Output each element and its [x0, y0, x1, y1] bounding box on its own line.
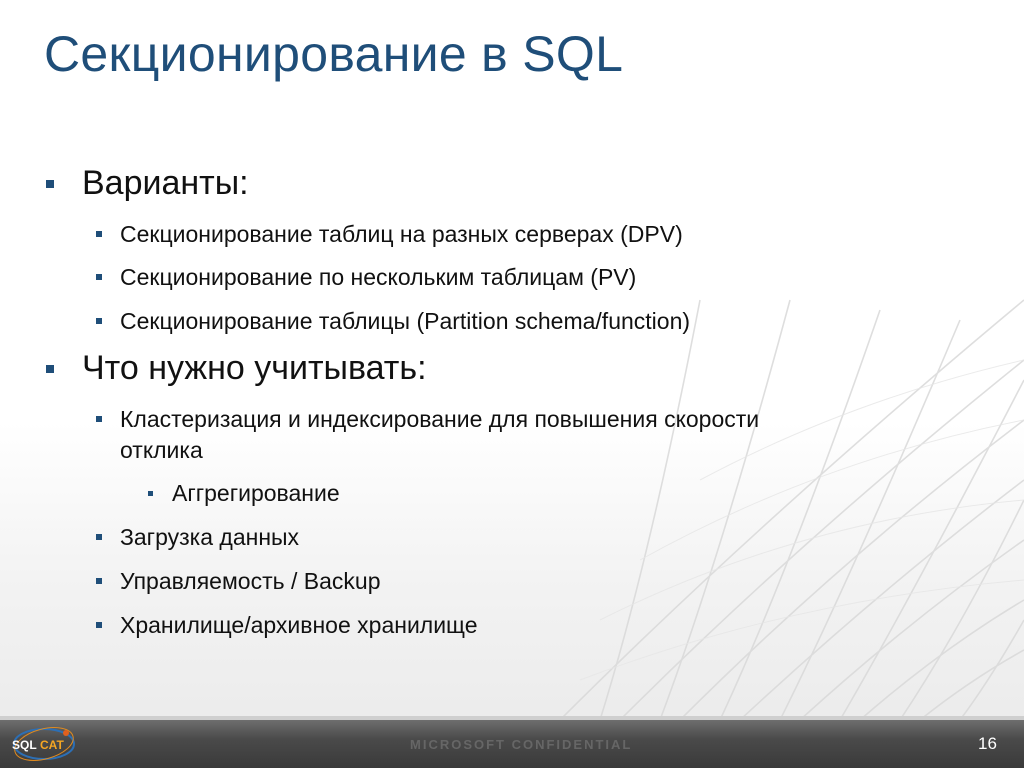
- list-item: Загрузка данных: [120, 524, 300, 550]
- sub-list-item: Аггрегирование: [172, 480, 340, 506]
- list-item: Управляемость / Backup: [120, 568, 381, 594]
- section-heading-considerations: Что нужно учитывать:: [82, 349, 427, 387]
- list-item: Хранилище/архивное хранилище: [120, 612, 478, 638]
- bullet-marker: [96, 318, 102, 324]
- bullet-marker: [96, 231, 102, 237]
- bullet-marker: [46, 180, 54, 188]
- bullet-marker: [96, 274, 102, 280]
- list-item: Секционирование по нескольким таблицам (PV): [120, 264, 637, 290]
- bullet-marker: [96, 416, 102, 422]
- section-heading-options: Варианты:: [82, 164, 249, 202]
- sql-cat-logo: [6, 724, 78, 764]
- list-item-continuation: отклика: [120, 437, 203, 463]
- list-item: Секционирование таблицы (Partition schema/function): [120, 308, 691, 334]
- svg-text:SQL: SQL: [12, 738, 37, 752]
- bullet-marker: [96, 534, 102, 540]
- bullet-marker: [96, 622, 102, 628]
- confidential-label: MICROSOFT CONFIDENTIAL: [410, 737, 633, 752]
- bullet-marker: [46, 365, 54, 373]
- list-item: Секционирование таблиц на разных серверах (DPV): [120, 221, 683, 247]
- list-item: Кластеризация и индексирование для повышения скорости: [120, 406, 760, 432]
- bullet-marker: [148, 491, 153, 496]
- bullet-marker: [96, 578, 102, 584]
- svg-text:CAT: CAT: [40, 738, 64, 752]
- slide-title: Секционирование в SQL: [44, 26, 624, 82]
- page-number: 16: [978, 734, 997, 753]
